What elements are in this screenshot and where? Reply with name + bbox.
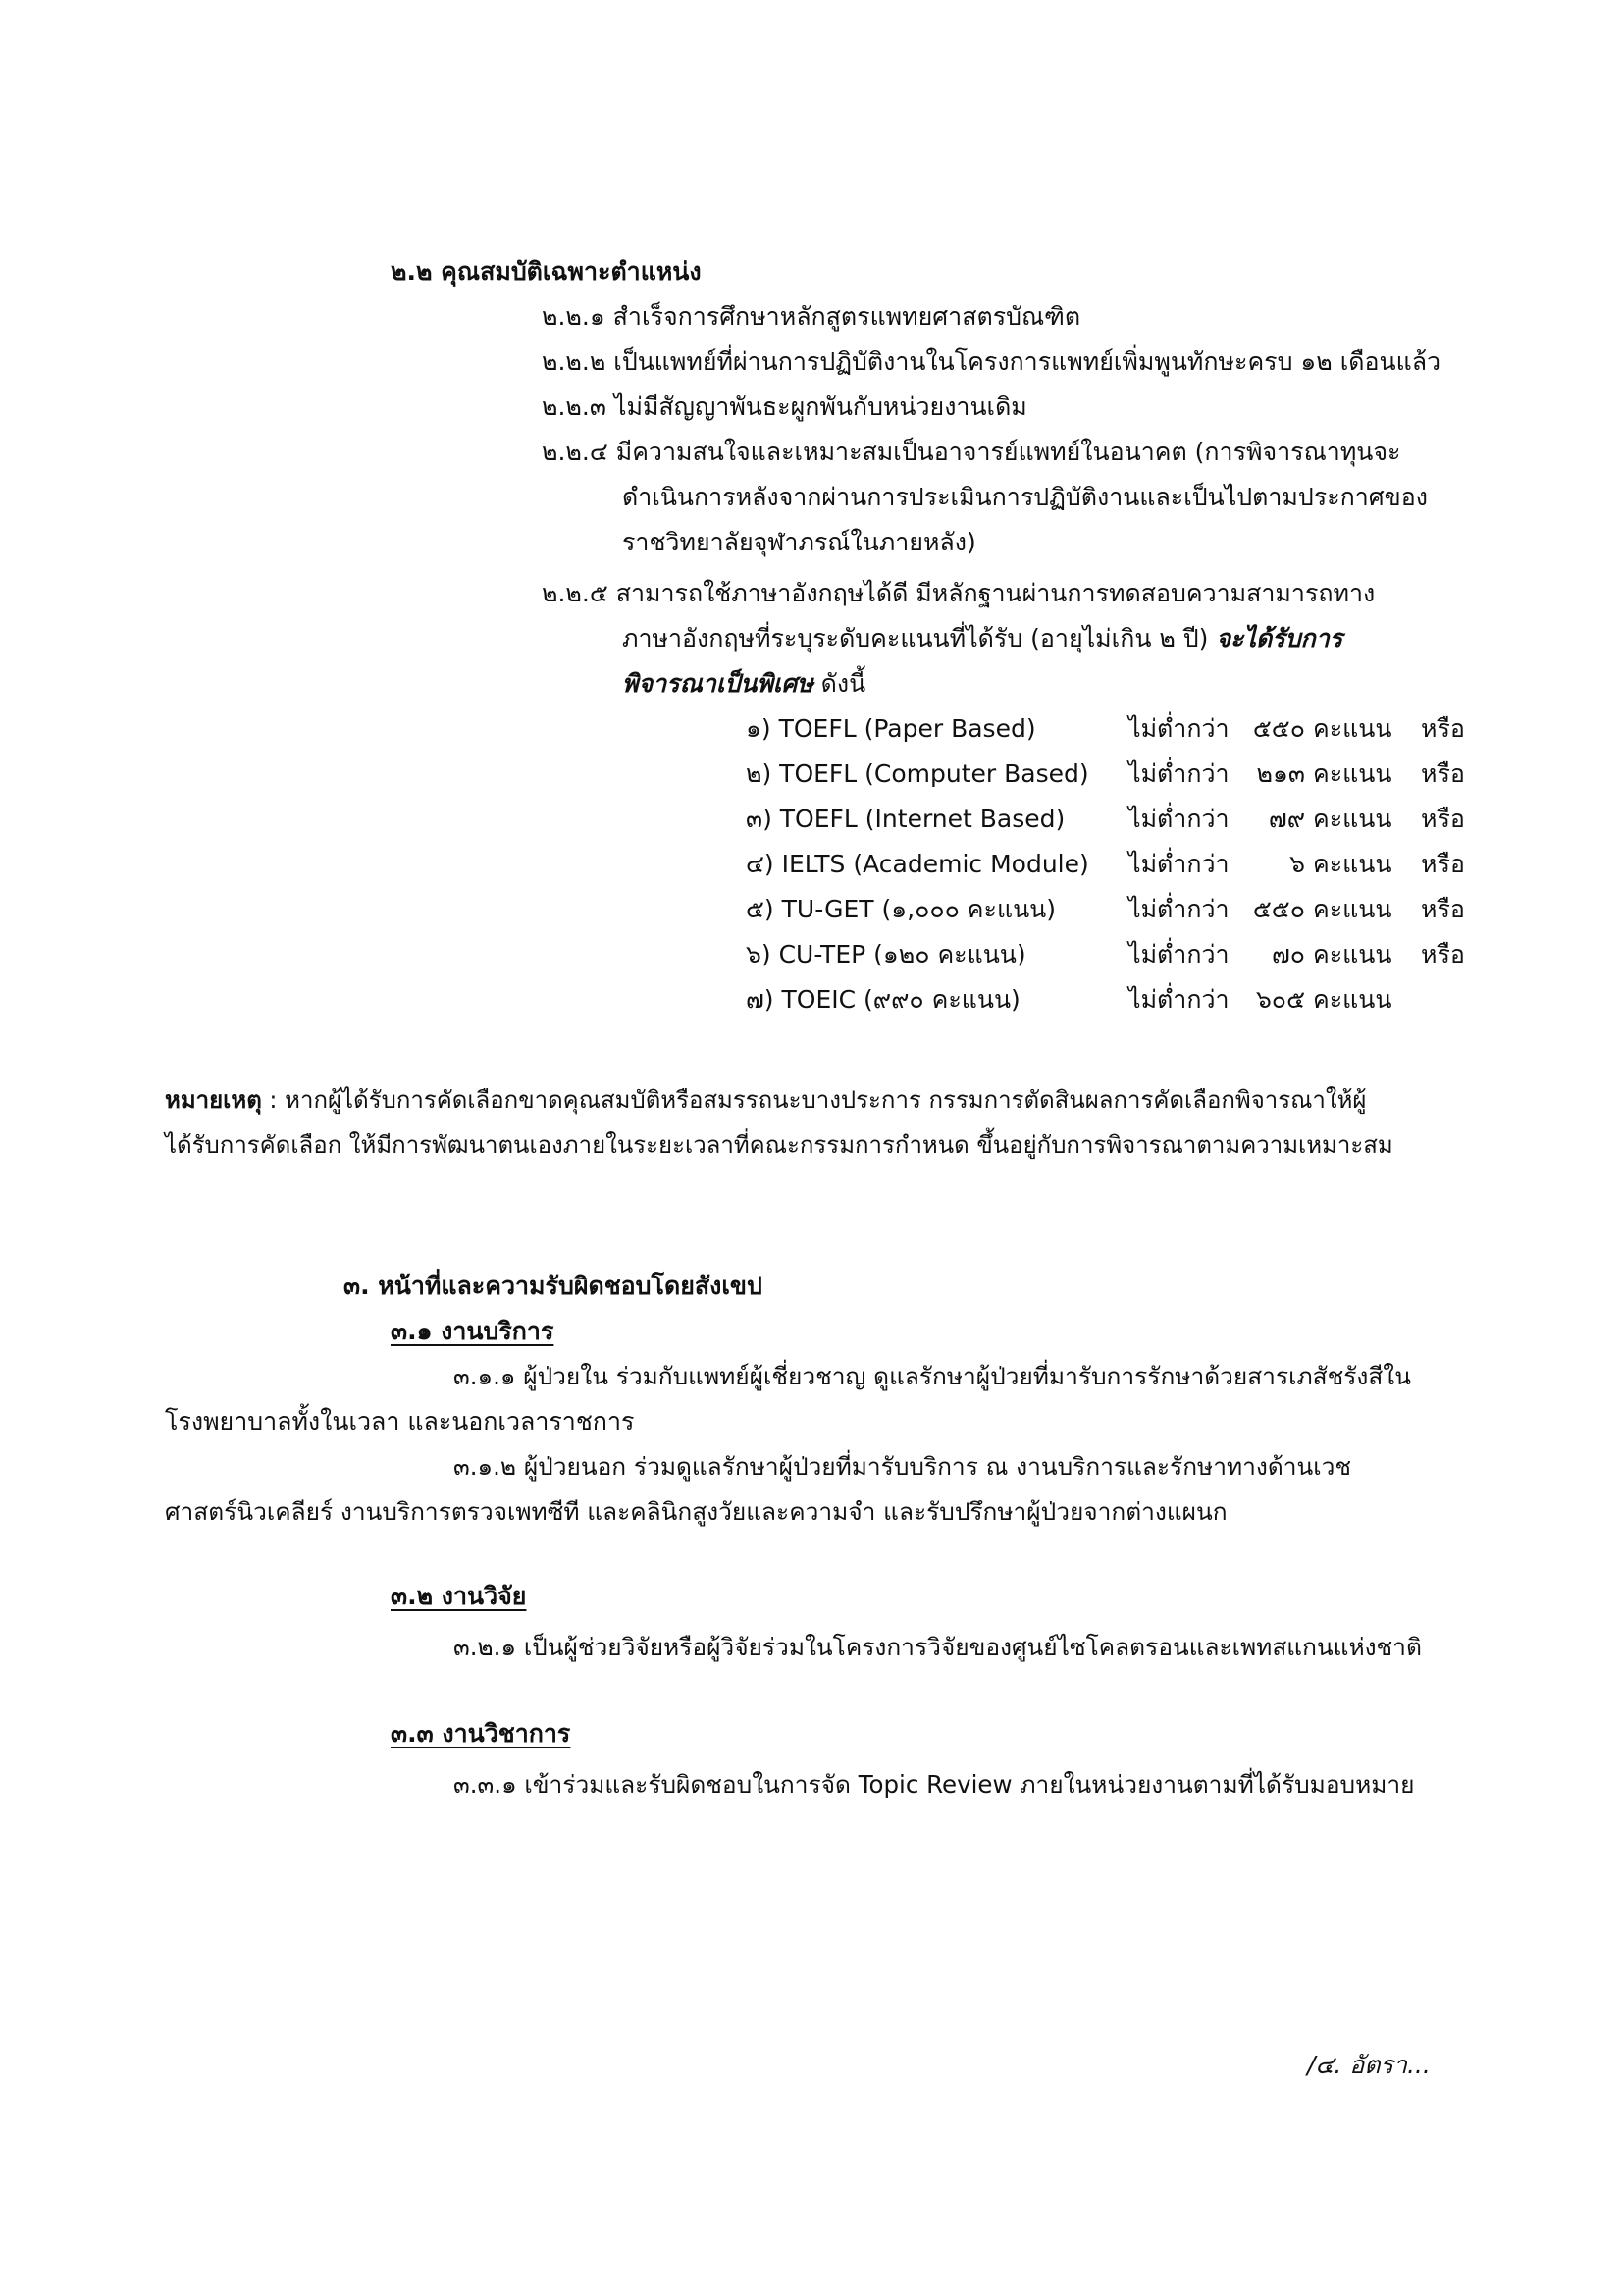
test-unit: คะแนน — [1313, 714, 1392, 743]
page-continuation: /๔. อัตรา... — [1307, 2051, 1431, 2079]
test-or: หรือ — [1421, 940, 1465, 968]
test-unit: คะแนน — [1313, 850, 1392, 878]
item-2-2-1: ๒.๒.๑ สำเร็จการศึกษาหลักสูตรแพทยศาสตรบัณฑิต — [542, 302, 1081, 331]
test-name: ๗) TOEIC (๙๙๐ คะแนน) — [746, 985, 1021, 1014]
section-3-1-heading: ๓.๑ งานบริการ — [391, 1317, 554, 1345]
test-name: ๒) TOEFL (Computer Based) — [746, 759, 1089, 788]
item-2-2-5-line1: ๒.๒.๕ สามารถใช้ภาษาอังกฤษได้ดี มีหลักฐานผ่านการทดสอบความสามารถทาง — [542, 579, 1376, 607]
test-min-label: ไม่ต่ำกว่า — [1128, 985, 1230, 1014]
item-2-2-5-line3-emphasis: พิจารณาเป็นพิเศษ — [622, 669, 813, 698]
test-unit: คะแนน — [1313, 805, 1392, 833]
test-score: ๗๙ — [1268, 805, 1305, 833]
section-3-heading: ๓. หน้าที่และความรับผิดชอบโดยสังเขป — [343, 1272, 762, 1300]
item-2-2-5-line2-emphasis: จะได้รับการ — [1216, 624, 1343, 652]
test-score: ๗๐ — [1271, 940, 1305, 968]
item-3-1-1-line1: ๓.๑.๑ ผู้ป่วยใน ร่วมกับแพทย์ผู้เชี่ยวชาญ ดูแลรักษาผู้ป่วยที่มารับการรักษาด้วยสารเภสัชรังสีใน — [453, 1362, 1411, 1390]
test-name: ๓) TOEFL (Internet Based) — [746, 805, 1066, 833]
test-min-label: ไม่ต่ำกว่า — [1128, 805, 1230, 833]
test-or: หรือ — [1421, 714, 1465, 743]
item-2-2-5-line2-plain: ภาษาอังกฤษที่ระบุระดับคะแนนที่ได้รับ (อายุไม่เกิน ๒ ปี) — [622, 624, 1217, 652]
test-or: หรือ — [1421, 895, 1465, 923]
test-or: หรือ — [1421, 850, 1465, 878]
section-2-2-heading: ๒.๒ คุณสมบัติเฉพาะตำแหน่ง — [391, 257, 702, 286]
test-or: หรือ — [1421, 805, 1465, 833]
item-2-2-2: ๒.๒.๒ เป็นแพทย์ที่ผ่านการปฏิบัติงานในโครงการแพทย์เพิ่มพูนทักษะครบ ๑๒ เดือนแล้ว — [542, 347, 1441, 376]
test-unit: คะแนน — [1313, 940, 1392, 968]
item-2-2-5-line3 — [622, 669, 865, 699]
test-unit: คะแนน — [1313, 895, 1392, 923]
item-3-3-1: ๓.๓.๑ เข้าร่วมและรับผิดชอบในการจัด Topic Review ภายในหน่วยงานตามที่ได้รับมอบหมาย — [453, 1770, 1415, 1799]
note-text-line1: : หากผู้ได้รับการคัดเลือกขาดคุณสมบัติหรือสมรรถนะบางประการ กรรมการตัดสินผลการคัดเลือกพิจารณาให้ผู้ — [261, 1086, 1367, 1114]
note-label: หมายเหตุ — [165, 1086, 262, 1114]
test-unit: คะแนน — [1313, 759, 1392, 788]
test-score: ๕๕๐ — [1252, 895, 1305, 923]
item-2-2-5-line2 — [622, 624, 1342, 653]
item-2-2-5-line3-plain: ดังนี้ — [812, 669, 866, 698]
test-name: ๖) CU-TEP (๑๒๐ คะแนน) — [746, 940, 1026, 968]
item-3-2-1: ๓.๒.๑ เป็นผู้ช่วยวิจัยหรือผู้วิจัยร่วมในโครงการวิจัยของศูนย์ไซโคลตรอนและเพทสแกนแห่งชาติ — [453, 1633, 1422, 1661]
note-line2: ได้รับการคัดเลือก ให้มีการพัฒนาตนเองภายในระยะเวลาที่คณะกรรมการกำหนด ขึ้นอยู่กับการพิจารณาตามความเหมาะสม — [165, 1131, 1393, 1159]
item-2-2-4-line1: ๒.๒.๔ มีความสนใจและเหมาะสมเป็นอาจารย์แพทย์ในอนาคต (การพิจารณาทุนจะ — [542, 438, 1401, 466]
section-3-2-heading: ๓.๒ งานวิจัย — [391, 1582, 527, 1610]
section-3-3-heading: ๓.๓ งานวิชาการ — [391, 1719, 571, 1748]
test-score: ๕๕๐ — [1252, 714, 1305, 743]
item-3-1-2-line1: ๓.๑.๒ ผู้ป่วยนอก ร่วมดูแลรักษาผู้ป่วยที่มารับบริการ ณ งานบริการและรักษาทางด้านเวช — [453, 1452, 1351, 1481]
note-line1 — [165, 1086, 1366, 1115]
item-2-2-3: ๒.๒.๓ ไม่มีสัญญาพันธะผูกพันกับหน่วยงานเดิม — [542, 392, 1027, 421]
test-name: ๑) TOEFL (Paper Based) — [746, 714, 1036, 743]
test-name: ๔) IELTS (Academic Module) — [746, 850, 1089, 878]
test-score: ๖๐๕ — [1255, 985, 1305, 1014]
item-3-1-1-line2: โรงพยาบาลทั้งในเวลา และนอกเวลาราชการ — [165, 1407, 635, 1435]
item-2-2-4-line3: ราชวิทยาลัยจุฬาภรณ์ในภายหลัง) — [622, 528, 976, 556]
test-name: ๕) TU-GET (๑,๐๐๐ คะแนน) — [746, 895, 1057, 923]
test-min-label: ไม่ต่ำกว่า — [1128, 895, 1230, 923]
test-min-label: ไม่ต่ำกว่า — [1128, 850, 1230, 878]
test-unit: คะแนน — [1313, 985, 1392, 1014]
test-min-label: ไม่ต่ำกว่า — [1128, 714, 1230, 743]
test-or: หรือ — [1421, 759, 1465, 788]
item-2-2-4-line2: ดำเนินการหลังจากผ่านการประเมินการปฏิบัติงานและเป็นไปตามประกาศของ — [622, 483, 1428, 511]
test-min-label: ไม่ต่ำกว่า — [1128, 759, 1230, 788]
test-min-label: ไม่ต่ำกว่า — [1128, 940, 1230, 968]
test-score: ๖ — [1289, 850, 1305, 878]
test-score: ๒๑๓ — [1256, 759, 1305, 788]
item-3-1-2-line2: ศาสตร์นิวเคลียร์ งานบริการตรวจเพทซีที และคลินิกสูงวัยและความจำ และรับปรึกษาผู้ป่วยจากต่างแผนก — [165, 1497, 1228, 1526]
